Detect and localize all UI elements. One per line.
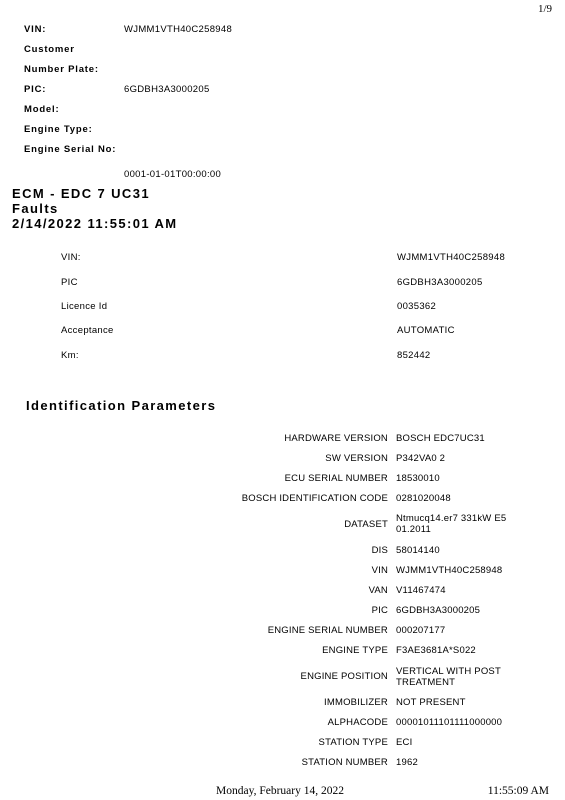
param-value: 0281020048 [396, 493, 451, 504]
engine-type-label: Engine Type: [24, 124, 93, 135]
param-value: BOSCH EDC7UC31 [396, 433, 485, 444]
param-value: 18530010 [396, 473, 440, 484]
identification-parameters-title: Identification Parameters [26, 398, 217, 413]
vin-value: WJMM1VTH40C258948 [124, 24, 233, 35]
param-value: F3AE3681A*S022 [396, 645, 476, 656]
summary-label: Licence Id [61, 301, 108, 312]
param-label: ENGINE SERIAL NUMBER [267, 625, 388, 636]
footer-date: Monday, February 14, 2022 [216, 785, 344, 797]
param-label: ENGINE POSITION [300, 671, 388, 682]
param-value: 58014140 [396, 545, 440, 556]
summary-value: 0035362 [397, 301, 437, 312]
summary-value: AUTOMATIC [397, 325, 455, 336]
param-value: 1962 [396, 757, 418, 768]
param-value: P342VA0 2 [396, 453, 446, 464]
summary-label: PIC [61, 277, 78, 288]
param-label: ECU SERIAL NUMBER [284, 473, 388, 484]
ecm-title: ECM - EDC 7 UC31 [12, 186, 150, 201]
pic-label: PIC: [24, 84, 47, 95]
model-label: Model: [24, 104, 60, 115]
param-label: IMMOBILIZER [324, 697, 388, 708]
param-label: DIS [371, 545, 388, 556]
pic-value: 6GDBH3A3000205 [124, 84, 210, 95]
param-label: VIN [371, 565, 388, 576]
param-value: 000207177 [396, 625, 446, 636]
param-label: STATION NUMBER [301, 757, 388, 768]
param-label: PIC [371, 605, 388, 616]
page-number: 1/9 [537, 3, 552, 15]
number-plate-label: Number Plate: [24, 64, 99, 75]
summary-label: Km: [61, 350, 79, 361]
param-label: SW VERSION [325, 453, 388, 464]
summary-value: 852442 [397, 350, 431, 361]
faults-title: Faults [12, 201, 59, 216]
param-value: ECI [396, 737, 413, 748]
param-label: ALPHACODE [327, 717, 388, 728]
param-value: NOT PRESENT [396, 697, 466, 708]
param-label: DATASET [344, 519, 388, 530]
summary-value: WJMM1VTH40C258948 [397, 252, 506, 263]
param-label: HARDWARE VERSION [284, 433, 388, 444]
summary-label: VIN: [61, 252, 81, 263]
param-value: Ntmucq14.er7 331kW E5 01.2011 [396, 513, 507, 535]
param-value: WJMM1VTH40C258948 [396, 565, 503, 576]
customer-label: Customer [24, 44, 75, 55]
param-label: VAN [368, 585, 388, 596]
param-value: V11467474 [396, 585, 446, 596]
header-date: 0001-01-01T00:00:00 [124, 169, 222, 180]
param-label: ENGINE TYPE [322, 645, 388, 656]
footer-time: 11:55:09 AM [487, 785, 549, 797]
vin-label: VIN: [24, 24, 47, 35]
report-timestamp: 2/14/2022 11:55:01 AM [12, 216, 178, 231]
param-value: 00001011101111000000 [396, 717, 503, 728]
engine-serial-label: Engine Serial No: [24, 144, 117, 155]
param-value: 6GDBH3A3000205 [396, 605, 481, 616]
param-value: VERTICAL WITH POST TREATMENT [396, 666, 501, 688]
summary-value: 6GDBH3A3000205 [397, 277, 483, 288]
param-label: STATION TYPE [318, 737, 388, 748]
param-label: BOSCH IDENTIFICATION CODE [241, 493, 388, 504]
summary-label: Acceptance [61, 325, 114, 336]
